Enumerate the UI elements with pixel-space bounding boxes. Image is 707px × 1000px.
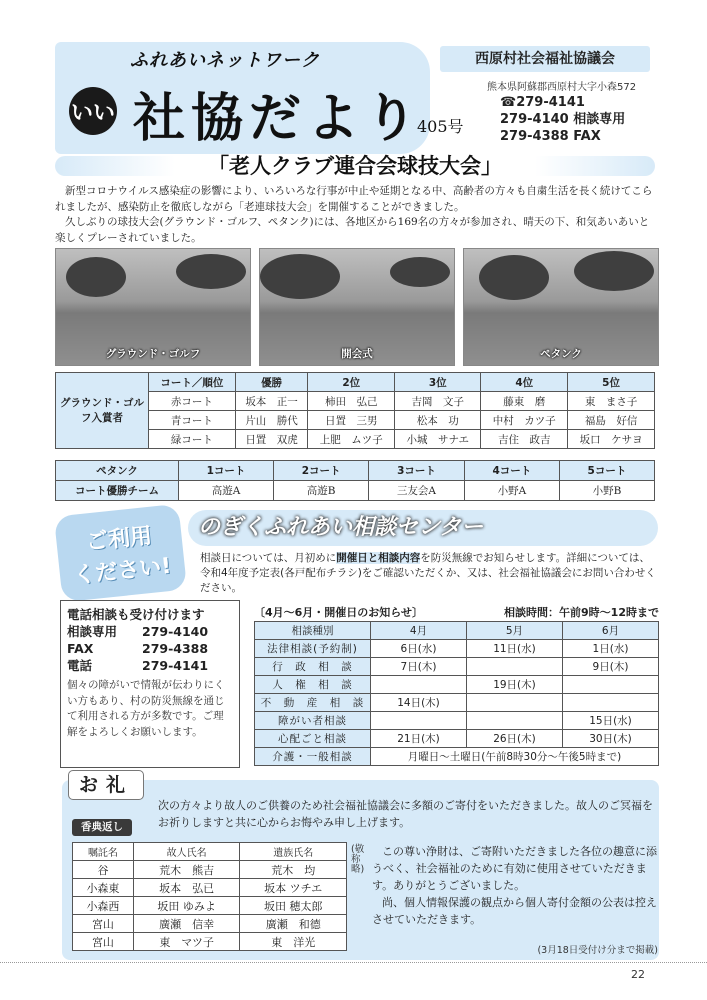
table-row: [73, 933, 347, 951]
table-header: コート／順位: [149, 373, 236, 392]
phone-consult-box: [60, 600, 240, 768]
table-header-row: [73, 843, 347, 861]
table-cell: 30日(木): [562, 730, 658, 748]
table-cell: 宮山: [73, 915, 134, 933]
table-row: [255, 730, 659, 748]
section1-para2: 久しぶりの球技大会(グラウンド・ゴルフ、ペタンク)には、各地区から169名の方々が参加され、晴天の下、和気あいあいと楽しくプレーされていました。: [55, 216, 650, 244]
thanks-date-note: (3月18日受付け分まで掲載): [537, 945, 658, 956]
petanque-label: ペタンク: [56, 461, 179, 481]
consult-center-body: [200, 551, 660, 596]
table-header: 嘱託名: [73, 843, 134, 861]
table-cell: 藤東 磨: [481, 392, 568, 411]
page-divider: [0, 962, 707, 963]
table-header-row: [56, 461, 655, 481]
table-row: [255, 712, 659, 730]
network-title: ふれあいネットワーク: [130, 50, 320, 71]
thanks-body: [372, 843, 657, 928]
organization-name: 西原村社会福祉協議会: [440, 46, 650, 72]
phone-consult: 279-4140 相談専用: [500, 112, 626, 127]
table-cell: 坂田 穂太郎: [240, 897, 347, 915]
table-cell: 柿田 弘己: [308, 392, 395, 411]
table-header: 2コート: [274, 461, 369, 481]
table-cell: 谷: [73, 861, 134, 879]
table-row: [73, 879, 347, 897]
consult-type: 法律相談(予約制): [255, 640, 371, 658]
section1-para1: 新型コロナウイルス感染症の影響により、いろいろな行事が中止や延期となる中、高齢者の方々も自粛生活を長く続けてこられましたが、感染防止を徹底しながら「老連球技大会」を開催することができました。: [55, 185, 653, 213]
table-header: 4月: [371, 622, 467, 640]
issue-number: 405号: [417, 117, 464, 136]
table-cell: 26日(木): [466, 730, 562, 748]
table-cell: 小森西: [73, 897, 134, 915]
court-green: 緑コート: [149, 430, 236, 449]
table-header-row: [56, 373, 655, 392]
table-cell: 小城 サナエ: [395, 430, 481, 449]
table-cell: 坂田 ゆみよ: [133, 897, 240, 915]
thanks-intro: 次の方々より故人のご供養のため社会福祉協議会に多額のご寄付をいただきました。故人のご冥福をお祈りしますと共に心からお悔やみ申し上げます。: [158, 799, 653, 829]
phone-number: 279-4140: [142, 624, 209, 639]
table-cell: [562, 676, 658, 694]
schedule-title: 〔4月～6月・開催日のお知らせ〕: [254, 606, 423, 619]
phone-box-title: 電話相談も受け付けます: [67, 607, 205, 622]
badge-line1: ご利用: [84, 523, 154, 556]
section1-title: 「老人クラブ連合会球技大会」: [208, 154, 502, 178]
consult-type: 介護・一般相談: [255, 748, 371, 766]
schedule-hours: 相談時間：午前9時～12時まで: [504, 606, 659, 619]
phone-box-desc: 個々の障がいで情報が伝わりにくい方もあり、村の防災無線を通じて利用される方が多数です。ご理解をよろしくお願いします。: [67, 679, 225, 738]
address: 熊本県阿蘇郡西原村大字小森572: [487, 82, 637, 93]
table-header: 1コート: [179, 461, 274, 481]
table-cell: [466, 658, 562, 676]
consult-type: 障がい者相談: [255, 712, 371, 730]
table-cell: 坂本 正一: [235, 392, 308, 411]
consult-type: 不 動 産 相 談: [255, 694, 371, 712]
phone-main: ☎279-4141: [500, 95, 585, 110]
body-text: 相談日については、月初めに: [200, 552, 337, 564]
table-row: [56, 481, 655, 501]
table-header: 6月: [562, 622, 658, 640]
logo-mark: いい: [70, 101, 115, 126]
header: [55, 42, 655, 154]
thanks-title: お礼: [68, 770, 144, 800]
table-header-row: [255, 622, 659, 640]
consult-type: 人 権 相 談: [255, 676, 371, 694]
table-cell: 荒木 均: [240, 861, 347, 879]
table-cell: 日置 三男: [308, 411, 395, 430]
table-cell: 小野A: [464, 481, 559, 501]
table-header: 2位: [308, 373, 395, 392]
table-cell: 21日(木): [371, 730, 467, 748]
table-header: 5月: [466, 622, 562, 640]
contact-phones: [500, 94, 625, 145]
table-row: [255, 694, 659, 712]
table-cell: [562, 694, 658, 712]
table-cell: 日置 双虎: [235, 430, 308, 449]
table-row: [73, 861, 347, 879]
phone-number: 279-4388: [142, 641, 209, 656]
table-cell: 14日(木): [371, 694, 467, 712]
table-header: 3コート: [369, 461, 465, 481]
table-cell: 坂本 弘已: [133, 879, 240, 897]
golf-row-label: グラウンド・ゴルフ入賞者: [56, 373, 149, 449]
table-header: 遺族氏名: [240, 843, 347, 861]
table-cell: 小野B: [559, 481, 654, 501]
shakyo-logo-icon: [69, 87, 117, 135]
table-cell: 廣瀬 和德: [240, 915, 347, 933]
table-cell: 坂本 ツチエ: [240, 879, 347, 897]
schedule-heading: [254, 604, 659, 620]
table-row: [73, 915, 347, 933]
table-cell: 9日(木): [562, 658, 658, 676]
section1-body: [55, 184, 655, 246]
table-header: 優勝: [235, 373, 308, 392]
petanque-results-table: [55, 460, 655, 501]
table-cell: [466, 694, 562, 712]
table-cell: 月曜日～土曜日(午前8時30分～午後5時まで): [371, 748, 659, 766]
table-header: 故人氏名: [133, 843, 240, 861]
table-cell: 11日(水): [466, 640, 562, 658]
table-cell: 高遊B: [274, 481, 369, 501]
phone-line: [67, 640, 233, 657]
table-cell: 吉岡 文子: [395, 392, 481, 411]
photo-caption: ペタンク: [540, 348, 582, 360]
badge-line2: ください!: [72, 553, 173, 589]
table-cell: 東 まさ子: [568, 392, 655, 411]
table-cell: 中村 カツ子: [481, 411, 568, 430]
photo-caption: グラウンド・ゴルフ: [105, 348, 201, 360]
table-cell: 6日(水): [371, 640, 467, 658]
body-text: を防災無線でお知らせします。詳細については、令和4年度予定表(各戸配布チラシ)をご確認いただくか、又は、社会福祉協議会にお問い合わせください。: [200, 552, 656, 594]
donor-table: [72, 842, 347, 951]
table-cell: 福島 好信: [568, 411, 655, 430]
thanks-body-para2: 尚、個人情報保護の観点から個人寄付金額の公表は控えさせていただきます。: [372, 896, 657, 926]
honorific-note: (敬称略): [351, 844, 365, 875]
phone-fax: 279-4388 FAX: [500, 129, 601, 144]
please-use-badge: [54, 504, 187, 603]
table-header: 相談種別: [255, 622, 371, 640]
page-number: 22: [631, 968, 645, 981]
table-header: 5位: [568, 373, 655, 392]
table-cell: [371, 712, 467, 730]
table-row: [255, 676, 659, 694]
table-header: 4位: [481, 373, 568, 392]
petanque-winners-label: コート優勝チーム: [56, 481, 179, 501]
table-cell: 高遊A: [179, 481, 274, 501]
thanks-body-para1: この尊い浄財は、ご寄附いただきました各位の趣意に添うべく、社会福祉のために有効に使用させていただきます。ありがとうございました。: [372, 845, 657, 892]
phone-line: [67, 623, 233, 640]
table-cell: 坂口 ケサヨ: [568, 430, 655, 449]
table-cell: 廣瀬 信幸: [133, 915, 240, 933]
table-row: [255, 748, 659, 766]
phone-label: 相談専用: [67, 624, 118, 639]
newsletter-title: 社協だより: [133, 88, 424, 149]
table-cell: 荒木 熊吉: [133, 861, 240, 879]
table-cell: 上肥 ムツ子: [308, 430, 395, 449]
ground-golf-results-table: [55, 372, 655, 449]
table-cell: 7日(木): [371, 658, 467, 676]
photo-ground-golf: [55, 248, 251, 366]
photo-petanque: [463, 248, 659, 366]
table-cell: 東 洋光: [240, 933, 347, 951]
table-row: [255, 640, 659, 658]
table-cell: 19日(木): [466, 676, 562, 694]
table-cell: 東 マツ子: [133, 933, 240, 951]
phone-number: 279-4141: [142, 658, 209, 673]
table-header: 5コート: [559, 461, 654, 481]
consult-center-title: のぎくふれあい相談センター: [188, 510, 658, 546]
court-blue: 青コート: [149, 411, 236, 430]
table-cell: 三友会A: [369, 481, 465, 501]
table-row: [73, 897, 347, 915]
court-red: 赤コート: [149, 392, 236, 411]
phone-label: FAX: [67, 641, 94, 656]
table-cell: 片山 勝代: [235, 411, 308, 430]
table-row: [255, 658, 659, 676]
highlight-text: 開催日と相談内容: [336, 552, 421, 564]
table-cell: [371, 676, 467, 694]
consult-type: 行 政 相 談: [255, 658, 371, 676]
table-cell: 1日(水): [562, 640, 658, 658]
phone-line: [67, 657, 233, 674]
table-cell: 15日(水): [562, 712, 658, 730]
consult-schedule-table: [254, 621, 659, 766]
table-cell: 松本 功: [395, 411, 481, 430]
table-header: 3位: [395, 373, 481, 392]
table-cell: 吉住 政吉: [481, 430, 568, 449]
photo-caption: 開会式: [341, 348, 373, 360]
table-cell: 宮山: [73, 933, 134, 951]
table-header: 4コート: [464, 461, 559, 481]
koden-gaeshi-badge: 香典返し: [72, 819, 132, 836]
photo-opening-ceremony: [259, 248, 455, 366]
table-cell: 小森東: [73, 879, 134, 897]
table-cell: [466, 712, 562, 730]
consult-type: 心配ごと相談: [255, 730, 371, 748]
phone-label: 電話: [67, 658, 93, 673]
section1-banner: [55, 150, 655, 182]
